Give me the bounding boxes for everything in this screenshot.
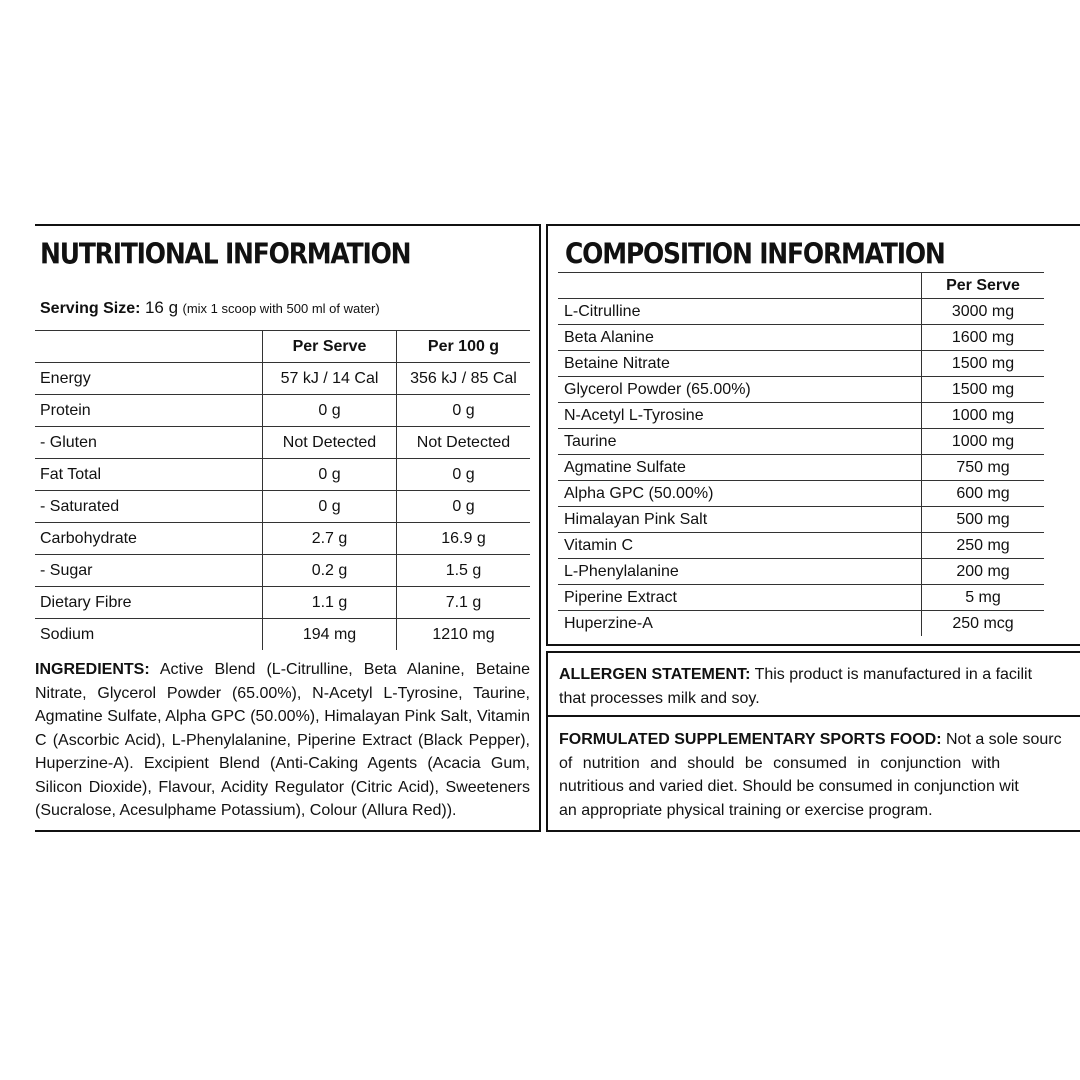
table-row xyxy=(35,555,530,587)
ingredient-amount: 1600 mg xyxy=(922,325,1045,351)
table-row xyxy=(558,611,1044,637)
ingredient-amount: 250 mcg xyxy=(922,611,1045,637)
table-row xyxy=(558,559,1044,585)
ingredients-text: Active Blend (L-Citrulline, Beta Alanine, Betaine Nitrate, Glycerol Powder (65.00%), N-Acetyl L-Tyrosine, Taurine, Agmatine Sulfate, Alpha GPC (50.00%), Himalayan Pink Salt, Vitamin C (Ascorbic Acid), L-Phenylalanine, Piperine Extract (Black Pepper), Huperzine-A). Excipient Blend (Anti-Caking Agents (Acacia Gum, Silicon Dioxide), Flavour, Acidity Regulator (Citric Acid), Sweeteners (Sucralose, Acesulphame Potassium), Colour (Allura Red)). xyxy=(35,661,531,819)
ingredient-name: Vitamin C xyxy=(558,533,922,559)
per-100g-value: 1210 mg xyxy=(397,619,531,651)
nutrition-table-header xyxy=(35,331,530,363)
serving-size-value: 16 g xyxy=(144,298,179,317)
nutrient-name: - Saturated xyxy=(35,491,263,523)
ingredient-name: Glycerol Powder (65.00%) xyxy=(558,377,922,403)
ingredient-name: L-Phenylalanine xyxy=(558,559,922,585)
serving-size xyxy=(40,298,380,318)
serving-size-note: (mix 1 scoop with 500 ml of water) xyxy=(182,301,380,316)
serving-size-label: Serving Size: xyxy=(40,300,141,317)
nutrient-name: Energy xyxy=(35,363,263,395)
table-row xyxy=(558,351,1044,377)
allergen-statement xyxy=(559,663,1080,710)
ingredient-amount: 1500 mg xyxy=(922,351,1045,377)
ingredient-amount: 3000 mg xyxy=(922,299,1045,325)
per-serve-value: 0 g xyxy=(263,395,397,427)
ingredient-name: Huperzine-A xyxy=(564,614,653,632)
nutrient-name: Carbohydrate xyxy=(35,523,263,555)
per-serve-value: 0.2 g xyxy=(263,555,397,587)
per-serve-value: 2.7 g xyxy=(263,523,397,555)
ingredient-amount: 750 mg xyxy=(922,455,1045,481)
per-100g-value: 0 g xyxy=(397,395,531,427)
nutrition-heading: NUTRITIONAL INFORMATION xyxy=(40,237,411,271)
table-row xyxy=(35,395,530,427)
composition-table xyxy=(558,272,1044,636)
allergen-text-line1: This product is manufactured in a facilit xyxy=(754,666,1033,683)
ingredient-name: Beta Alanine xyxy=(558,325,922,351)
nutrition-col-blank xyxy=(35,331,263,363)
table-row xyxy=(558,299,1044,325)
sports-food-text-line3: nutritious and varied diet. Should be consumed in conjunction wit xyxy=(559,778,1019,795)
ingredient-name: Taurine xyxy=(558,429,922,455)
ingredient-name: N-Acetyl L-Tyrosine xyxy=(558,403,922,429)
table-row xyxy=(558,585,1044,611)
per-serve-value: Not Detected xyxy=(263,427,397,459)
ingredient-amount: 1500 mg xyxy=(922,377,1045,403)
allergen-statement-panel xyxy=(546,651,1080,717)
nutritional-information-panel xyxy=(35,224,541,832)
ingredient-amount: 250 mg xyxy=(922,533,1045,559)
allergen-text-line2: that processes milk and soy. xyxy=(559,689,760,707)
nutrition-col-per-serve: Per Serve xyxy=(263,331,397,363)
composition-table-header xyxy=(558,273,1044,299)
table-row xyxy=(558,377,1044,403)
per-100g-value: 16.9 g xyxy=(397,523,531,555)
composition-heading: COMPOSITION INFORMATION xyxy=(565,237,945,271)
sports-food-text-line1: Not a sole sourc xyxy=(945,731,1062,748)
ingredient-name: Agmatine Sulfate xyxy=(558,455,922,481)
ingredient-amount: 1000 mg xyxy=(922,403,1045,429)
sports-food-statement-panel xyxy=(546,716,1080,832)
nutrient-name: - Gluten xyxy=(35,427,263,459)
ingredient-name: Piperine Extract xyxy=(558,585,922,611)
nutrition-table xyxy=(35,330,530,650)
allergen-label: ALLERGEN STATEMENT: xyxy=(559,666,751,683)
table-row xyxy=(35,587,530,619)
nutrient-name: Dietary Fibre xyxy=(35,587,263,619)
per-serve-value: 57 kJ / 14 Cal xyxy=(263,363,397,395)
per-100g-value: 356 kJ / 85 Cal xyxy=(397,363,531,395)
ingredient-name: Himalayan Pink Salt xyxy=(558,507,922,533)
sports-food-statement xyxy=(559,728,1080,822)
composition-col-per-serve: Per Serve xyxy=(922,273,1045,299)
table-row xyxy=(558,533,1044,559)
table-row xyxy=(35,427,530,459)
per-serve-value: 1.1 g xyxy=(263,587,397,619)
per-100g-value: 0 g xyxy=(397,491,531,523)
per-serve-value: 194 mg xyxy=(263,619,397,651)
table-row xyxy=(558,455,1044,481)
per-100g-value: 1.5 g xyxy=(397,555,531,587)
per-serve-value: 0 g xyxy=(263,491,397,523)
ingredient-name: Alpha GPC (50.00%) xyxy=(558,481,922,507)
sports-food-label: FORMULATED SUPPLEMENTARY SPORTS FOOD: xyxy=(559,731,942,748)
per-serve-value: 0 g xyxy=(263,459,397,491)
ingredient-amount: 600 mg xyxy=(922,481,1045,507)
sports-food-text-line4: an appropriate physical training or exercise program. xyxy=(559,801,933,819)
ingredients-statement xyxy=(35,658,530,823)
table-row xyxy=(35,363,530,395)
ingredient-name: Betaine Nitrate xyxy=(558,351,922,377)
per-100g-value: 0 g xyxy=(397,459,531,491)
table-row xyxy=(558,429,1044,455)
nutrient-name: - Sugar xyxy=(35,555,263,587)
nutrient-name: Protein xyxy=(35,395,263,427)
per-100g-value: 7.1 g xyxy=(397,587,531,619)
table-row xyxy=(35,523,530,555)
table-row xyxy=(35,619,530,651)
table-row xyxy=(558,403,1044,429)
table-row xyxy=(558,325,1044,351)
per-100g-value: Not Detected xyxy=(397,427,531,459)
nutrient-name: Fat Total xyxy=(35,459,263,491)
table-row xyxy=(558,481,1044,507)
sports-food-text-line2: of nutrition and should be consumed in conjunction with xyxy=(559,754,1001,772)
nutrient-name: Sodium xyxy=(40,625,95,643)
composition-col-blank xyxy=(558,273,922,299)
nutrition-col-per-100g: Per 100 g xyxy=(397,331,531,363)
table-row xyxy=(558,507,1044,533)
table-row xyxy=(35,491,530,523)
ingredient-amount: 500 mg xyxy=(922,507,1045,533)
composition-information-panel xyxy=(546,224,1080,646)
ingredient-amount: 1000 mg xyxy=(922,429,1045,455)
table-row xyxy=(35,459,530,491)
ingredients-label: INGREDIENTS: xyxy=(35,661,150,678)
ingredient-name: L-Citrulline xyxy=(558,299,922,325)
ingredient-amount: 200 mg xyxy=(922,559,1045,585)
ingredient-amount: 5 mg xyxy=(922,585,1045,611)
